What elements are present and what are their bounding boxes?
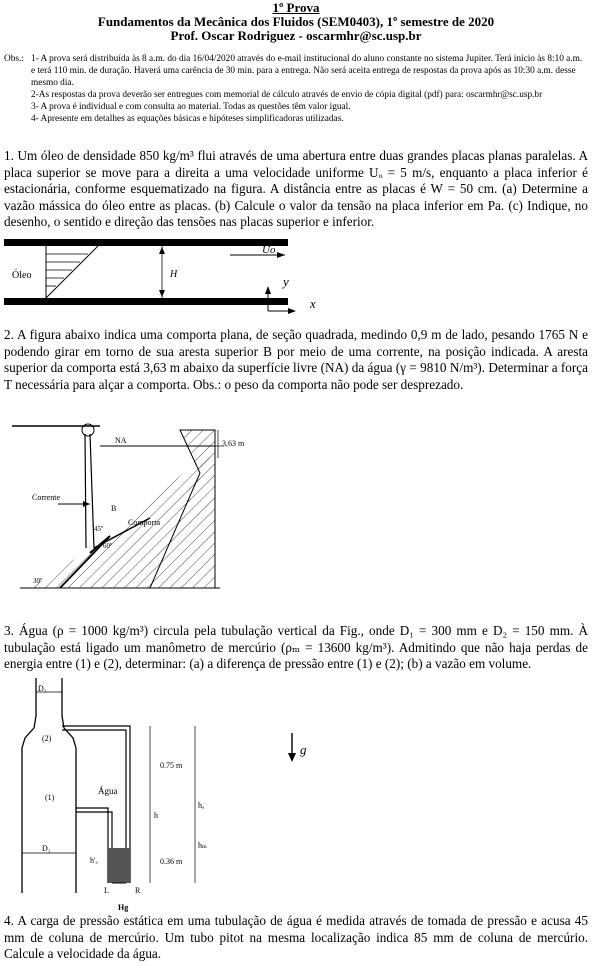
obs-item: 2-As respostas da prova deverão ser entregues com memorial de cálculo através de envio de cópia digital (pdf) para: oscarmhr@sc.usp.br bbox=[31, 90, 543, 100]
question-3-text: 3. Água (ρ = 1000 kg/m³) circula pela tubulação vertical da Fig., onde D₁ = 300 mm e D₂ = 150 mm. À tubulação está ligado um manômetro de mercúrio (ρₘ = 13600 kg/m³). Admitindo que não haja perdas de energia entre (1) e (2), determinar: (a) a diferença de pressão entre (1) e (2); (b) a vazão em volume. bbox=[4, 623, 588, 671]
label-chain: Corrente bbox=[32, 493, 60, 502]
label-depth: 3,63 m bbox=[222, 439, 245, 448]
axis-y: y bbox=[283, 274, 289, 289]
label-gate: Comporta bbox=[128, 518, 160, 527]
label-hprime: h'ₐ bbox=[90, 856, 98, 865]
figure-gate bbox=[0, 418, 592, 598]
label-L: L bbox=[104, 886, 109, 895]
label-hg: Hg bbox=[118, 903, 129, 912]
axis-x: x bbox=[310, 296, 316, 311]
obs-item: 3- A prova é individual e com consulta ao material. Todas as questões têm valor igual. bbox=[31, 102, 351, 112]
figure-plates bbox=[0, 234, 592, 324]
label-h: H bbox=[170, 269, 178, 280]
label-d1: D₁ bbox=[42, 844, 51, 853]
course-title: Fundamentos da Mecânica dos Fluidos (SEM0403), 1º semestre de 2020 bbox=[97, 14, 495, 29]
obs-label: Obs.: bbox=[4, 54, 24, 64]
label-60: 60º bbox=[103, 542, 113, 550]
label-hm: hₘ bbox=[198, 841, 207, 850]
label-d2: D₂ bbox=[38, 684, 47, 693]
label-036: 0.36 m bbox=[160, 857, 183, 866]
label-u0: Uo bbox=[262, 244, 276, 256]
question-4-text: 4. A carga de pressão estática em uma tubulação de água é medida através de tomada de pressão e acusa 45 mm de coluna de mercúrio. Um tubo pitot na mesma localização indica 85 mm de coluna de mercúrio. Calcule a velocidade da água. bbox=[4, 913, 588, 961]
label-30: 30º bbox=[33, 577, 43, 585]
obs-block bbox=[4, 53, 588, 125]
label-b: B bbox=[111, 504, 117, 513]
label-p2: (2) bbox=[42, 734, 52, 743]
exam-title: 1º Prova bbox=[272, 0, 320, 15]
label-g: g bbox=[300, 742, 307, 757]
label-R: R bbox=[135, 886, 141, 895]
figure-pipe bbox=[0, 678, 592, 913]
label-h: h bbox=[154, 811, 158, 820]
lower-plate bbox=[4, 298, 288, 305]
label-oil: Óleo bbox=[12, 270, 32, 281]
label-ha: hₐ bbox=[198, 801, 205, 810]
obs-item: 1- A prova será distribuída às 8 a.m. do dia 16/04/2020 através do e-mail institucional do aluno constante no sistema Jupiter. Terá início às 8:10 a.m. e terá 110 min. de duração. Haverá uma carência de 30 min. para a entrega. Não será aceita entrega de respostas da prova após as 10:30 a.m. desse mesmo dia. bbox=[31, 54, 583, 88]
upper-plate bbox=[4, 239, 288, 246]
label-p1: (1) bbox=[45, 793, 55, 802]
label-075: 0.75 m bbox=[160, 761, 183, 770]
label-agua: Água bbox=[98, 786, 118, 796]
label-45: 45º bbox=[94, 525, 104, 533]
label-na: NA bbox=[115, 436, 127, 445]
professor-line: Prof. Oscar Rodriguez - oscarmhr@sc.usp.br bbox=[170, 28, 422, 43]
obs-item: 4- Apresente em detalhes as equações básicas e hipóteses simplificadoras utilizadas. bbox=[31, 114, 344, 124]
question-2-text: 2. A figura abaixo indica uma comporta plana, de seção quadrada, medindo 0,9 m de lado, pesando 1765 N e podendo girar em torno de sua aresta superior B por meio de uma corrente, na posição indicada. A aresta superior da comporta está 3,63 m abaixo da superfície livre (NA) da água (γ = 9810 N/m³). Determinar a força T necessária para alçar a comporta. Obs.: o peso da comporta não pode ser desprezado. bbox=[4, 327, 588, 392]
question-1-text: 1. Um óleo de densidade 850 kg/m³ flui através de uma abertura entre duas grandes placas planas paralelas. A placa superior se move para a direita a uma velocidade uniforme Uₒ = 5 m/s, enquanto a placa inferior é estacionária, conforme esquematizado na figura. A distância entre as placas é W = 50 cm. (a) Determine a vazão mássica do óleo entre as placas. (b) Calcule o valor da tensão na placa inferior em Pa. (c) Indique, no desenho, o sentido e direção das tensões nas placas superior e inferior. bbox=[4, 148, 588, 229]
